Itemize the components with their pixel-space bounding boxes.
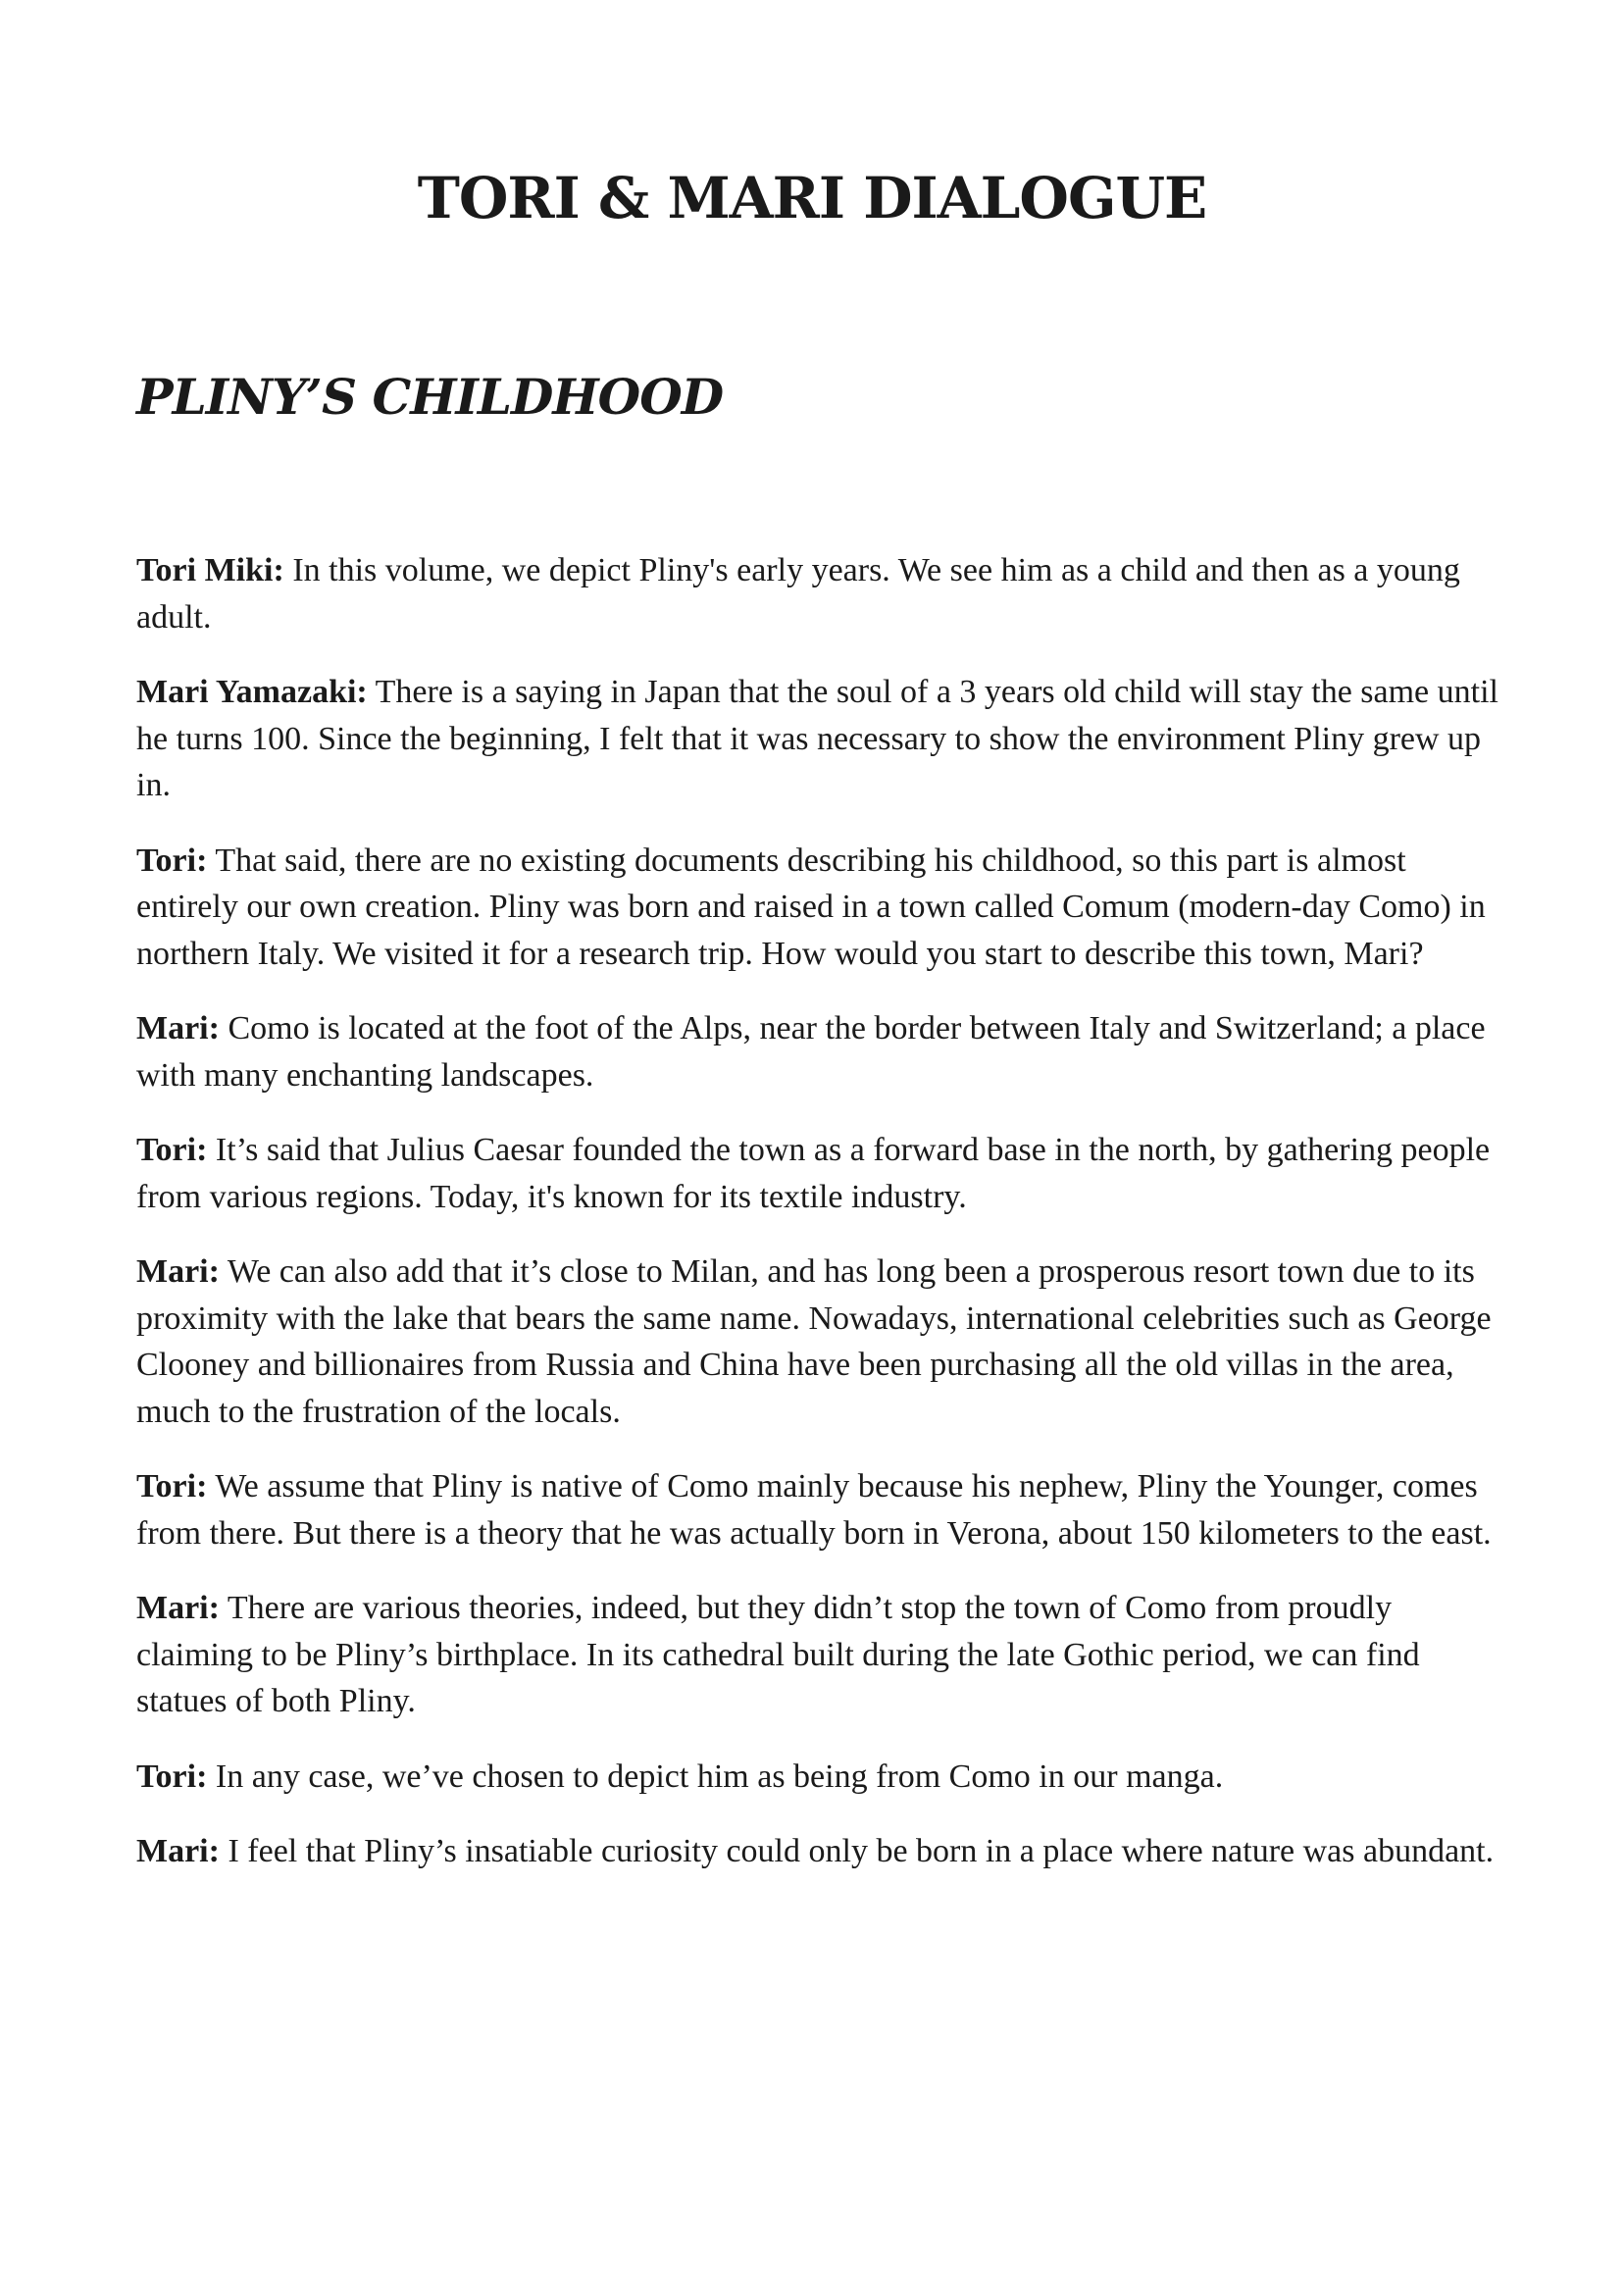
dialogue-text: We assume that Pliny is native of Como mainly because his nephew, Pliny the Younger, comes from there. But there is a theory that he was actually born in Verona, about 150 kilometers to the east. (136, 1468, 1492, 1552)
section-title: PLINY’S CHILDHOOD (136, 368, 724, 426)
document-title: TORI & MARI DIALOGUE (417, 165, 1207, 231)
speaker-name: Mari: (136, 1590, 220, 1626)
speaker-name: Mari: (136, 1010, 220, 1046)
dialogue-text: Como is located at the foot of the Alps, near the border between Italy and Switzerland; a place with many enchanting landscapes. (136, 1010, 1486, 1094)
dialogue-turn (136, 838, 1499, 978)
speaker-name: Tori: (136, 1468, 208, 1504)
dialogue-turn (136, 1828, 1499, 1875)
dialogue-text: In any case, we’ve chosen to depict him as being from Como in our manga. (215, 1758, 1224, 1795)
speaker-name: Tori: (136, 1132, 208, 1168)
speaker-name: Mari: (136, 1833, 220, 1869)
speaker-name: Mari Yamazaki: (136, 674, 368, 710)
dialogue-text: It’s said that Julius Caesar founded the town as a forward base in the north, by gathering people from various regions. Today, it's known for its textile industry. (136, 1132, 1491, 1215)
dialogue-turn (136, 1005, 1499, 1098)
speaker-name: Tori Miki: (136, 552, 284, 588)
dialogue-text: I feel that Pliny’s insatiable curiosity could only be born in a place where nature was abundant. (228, 1833, 1495, 1869)
speaker-name: Tori: (136, 841, 208, 879)
dialogue-turn (136, 669, 1499, 809)
dialogue-body (136, 547, 1499, 1904)
dialogue-text: In this volume, we depict Pliny's early years. We see him as a child and then as a young adult. (136, 552, 1460, 636)
dialogue-text: We can also add that it’s close to Milan, and has long been a prosperous resort town due to its proximity with the lake that bears the same name. Nowadays, international celebrities such as George Clooney and billionaires from Russia and China have been purchasing all the old villas in the area, much to the frustration of the locals. (136, 1253, 1492, 1430)
dialogue-turn (136, 1463, 1499, 1556)
dialogue-text: There is a saying in Japan that the soul of a 3 years old child will stay the same until he turns 100. Since the beginning, I felt that it was necessary to show the environment Pliny grew up in. (136, 674, 1498, 803)
dialogue-turn (136, 547, 1499, 640)
speaker-name: Mari: (136, 1253, 220, 1290)
dialogue-turn (136, 1585, 1499, 1725)
speaker-name: Tori: (136, 1758, 208, 1795)
dialogue-turn (136, 1754, 1499, 1801)
dialogue-text: There are various theories, indeed, but they didn’t stop the town of Como from proudly claiming to be Pliny’s birthplace. In its cathedral built during the late Gothic period, we can find statues of both Pliny. (136, 1590, 1420, 1719)
dialogue-turn (136, 1249, 1499, 1435)
dialogue-text: That said, there are no existing documents describing his childhood, so this part is almost entirely our own creation. Pliny was born and raised in a town called Comum (modern-day Como) in northern Italy. We visited it for a research trip. How would you start to describe this town, Mari? (136, 841, 1486, 972)
dialogue-turn (136, 1127, 1499, 1220)
